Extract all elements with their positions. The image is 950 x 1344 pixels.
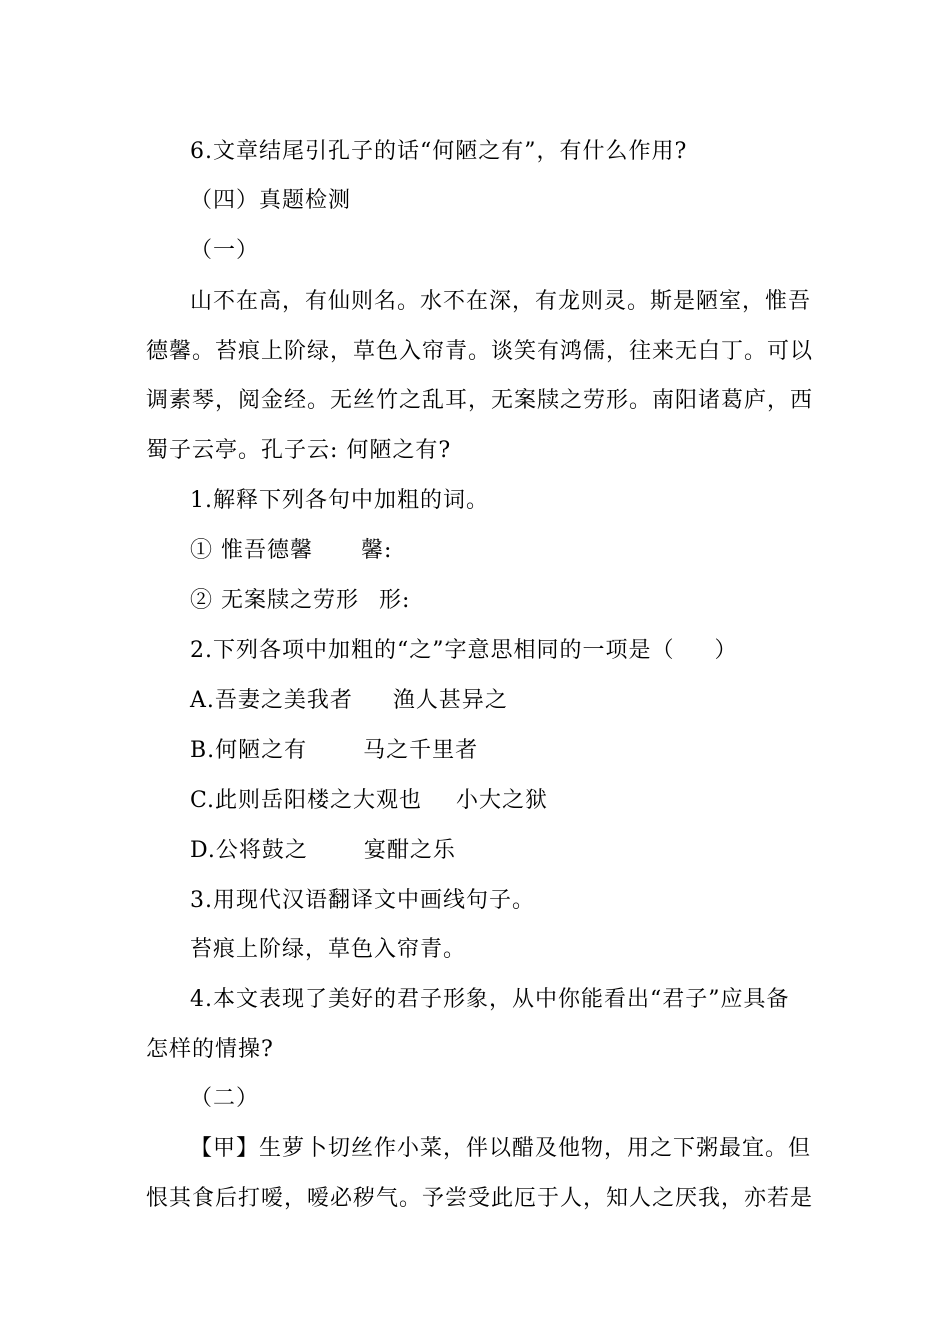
- option-b: [190, 736, 850, 766]
- question-1-item-1: [190, 536, 850, 566]
- question-2: [190, 636, 850, 666]
- option-d: [190, 836, 850, 866]
- passage-line: 蜀子云亭。孔子云: 何陋之有?: [146, 438, 452, 463]
- option-c: [190, 786, 850, 816]
- answer-paren-close: ）: [714, 638, 738, 663]
- option-left: B.何陋之有: [190, 738, 308, 763]
- option-left: A.吾妻之美我者: [190, 688, 353, 713]
- question-6: 6.文章结尾引孔子的话“何陋之有”，有什么作用?: [190, 139, 688, 164]
- option-left: C.此则岳阳楼之大观也: [190, 788, 423, 813]
- question-3: 3.用现代汉语翻译文中画线句子。: [190, 888, 535, 913]
- passage-line: 德馨。苔痕上阶绿，草色入帘青。谈笑有鸿儒，往来无白丁。可以: [146, 339, 814, 364]
- subsection-heading-2: （二）: [190, 1086, 260, 1111]
- passage-line: 山不在高，有仙则名。水不在深，有龙则灵。斯是陋室，惟吾: [190, 289, 812, 314]
- passage-jia-line: 【甲】生萝卜切丝作小菜，伴以醋及他物，用之下粥最宜。但: [190, 1136, 812, 1161]
- option-a: [190, 686, 850, 716]
- translation-sentence: 苔痕上阶绿，草色入帘青。: [190, 937, 467, 962]
- item-text: ① 惟吾德馨: [190, 538, 313, 563]
- option-left: D.公将鼓之: [190, 838, 308, 863]
- option-right: 渔人甚异之: [392, 688, 508, 713]
- item-blank: 形:: [379, 588, 411, 613]
- section-heading-4: （四）真题检测: [190, 188, 352, 213]
- question-text: 2.下列各项中加粗的“之”字意思相同的一项是（: [190, 638, 675, 663]
- passage-jia-line: 恨其食后打嗳，嗳必秽气。予尝受此厄于人，知人之厌我，亦若是: [146, 1186, 814, 1211]
- question-1-item-2: [190, 586, 850, 616]
- question-4-cont: 怎样的情操?: [146, 1037, 274, 1062]
- question-4: 4.本文表现了美好的君子形象，从中你能看出“君子”应具备: [190, 987, 790, 1012]
- option-right: 小大之狱: [456, 788, 549, 813]
- passage-line: 调素琴，阅金经。无丝竹之乱耳，无案牍之劳形。南阳诸葛庐，西: [146, 388, 814, 413]
- option-right: 马之千里者: [363, 738, 479, 763]
- subsection-heading-1: （一）: [190, 238, 260, 263]
- item-blank: 馨:: [361, 538, 393, 563]
- option-right: 宴酣之乐: [363, 838, 456, 863]
- item-text: ② 无案牍之劳形: [190, 588, 359, 613]
- question-1: 1.解释下列各句中加粗的词。: [190, 488, 489, 513]
